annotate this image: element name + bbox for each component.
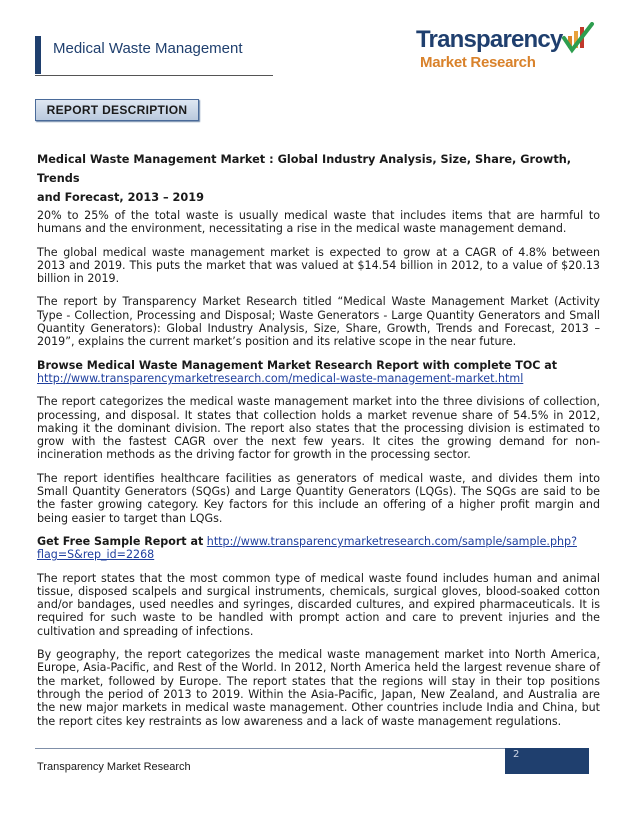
paragraph-5: The report identifies healthcare facilities as generators of medical waste, and divides them into Small Quantity Generators (SQGs) and Large Quantity Generators (LQGs). The SQGs are said to be the faster growing category. Key factors for this include an offering of a higher profit margin and being easier to target than LQGs. [37,471,600,525]
sample-link-part-2[interactable]: flag=S&rep_id=2268 [37,548,155,562]
sample-link-part-1[interactable]: http://www.transparencymarketresearch.com/sample/sample.php? [206,534,577,548]
report-description-label: REPORT DESCRIPTION [35,99,199,121]
company-logo [416,22,596,72]
report-body [37,150,600,738]
paragraph-7: By geography, the report categorizes the medical waste management market into North America, Europe, Asia-Pacific, and Rest of the World. In 2012, North America held the largest revenue share of the market, followed by Europe. The report states that the regions will stay in their top positions through the period of 2013 to 2019. Within the Asia-Pacific, Japan, New Zealand, and Australia are the new major markets in medical waste management. Other countries include India and China, but the report cites key restraints as low awareness and a lack of waste management regulations. [37,648,600,728]
toc-link[interactable]: http://www.transparencymarketresearch.com/medical-waste-management-market.html [37,371,524,385]
paragraph-3: The report by Transparency Market Research titled “Medical Waste Management Market (Activity Type - Collection, Processing and Disposal; Waste Generators - Large Quantity Generators and Small Quantity Generators): Global Industry Analysis, Size, Share, Growth, Trends and Forecast, 2013 – 2019”, explains the current market’s position and its relative scope in the near future. [37,295,600,349]
report-title [37,150,600,207]
footer-divider [35,748,505,749]
header-accent-bar [35,36,41,74]
report-title-line-2: and Forecast, 2013 – 2019 [37,191,205,204]
paragraph-4: The report categorizes the medical waste management market into the three divisions of collection, processing, and disposal. It states that collection holds a market revenue share of 54.5% in 2012, making it the dominant division. The report also states that the processing division is estimated to grow with the fastest CAGR over the next few years. It cites the growing demand for non-incineration methods as the driving factor for growth in the processing sector. [37,395,600,462]
toc-block [37,359,600,386]
sample-label: Get Free Sample Report at [37,534,204,548]
sample-block [37,535,600,562]
report-title-line-1: Medical Waste Management Market : Global Industry Analysis, Size, Share, Growth, Trends [37,153,572,185]
footer-company: Transparency Market Research [37,761,191,773]
paragraph-6: The report states that the most common type of medical waste found includes human and animal tissue, disposed scalpels and surgical instruments, chemicals, surgical gloves, blood-soaked cotton and/or bandages, used needles and syringes, discarded cultures, and expired pharmaceuticals. It is required for such waste to be handled with prompt action and care to prevent injuries and the cultivation and spreading of infections. [37,571,600,638]
logo-line-1: Transparency [416,26,563,53]
paragraph-2: The global medical waste management market is expected to grow at a CAGR of 4.8% between 2013 and 2019. This puts the market that was valued at $14.54 billion in 2012, to a value of $20.13 billion in 2019. [37,245,600,286]
logo-line-2: Market Research [420,54,536,71]
toc-label: Browse Medical Waste Management Market Research Report with complete TOC at [37,358,558,372]
header-underline [35,75,273,76]
header-title: Medical Waste Management [53,40,243,57]
page-number-box [505,748,589,774]
checkmark-chart-icon [558,22,596,56]
paragraph-1: 20% to 25% of the total waste is usually medical waste that includes items that are harmful to humans and the environment, necessitating a rise in the medical waste management demand. [37,209,600,236]
page-number: 2 [513,749,520,760]
